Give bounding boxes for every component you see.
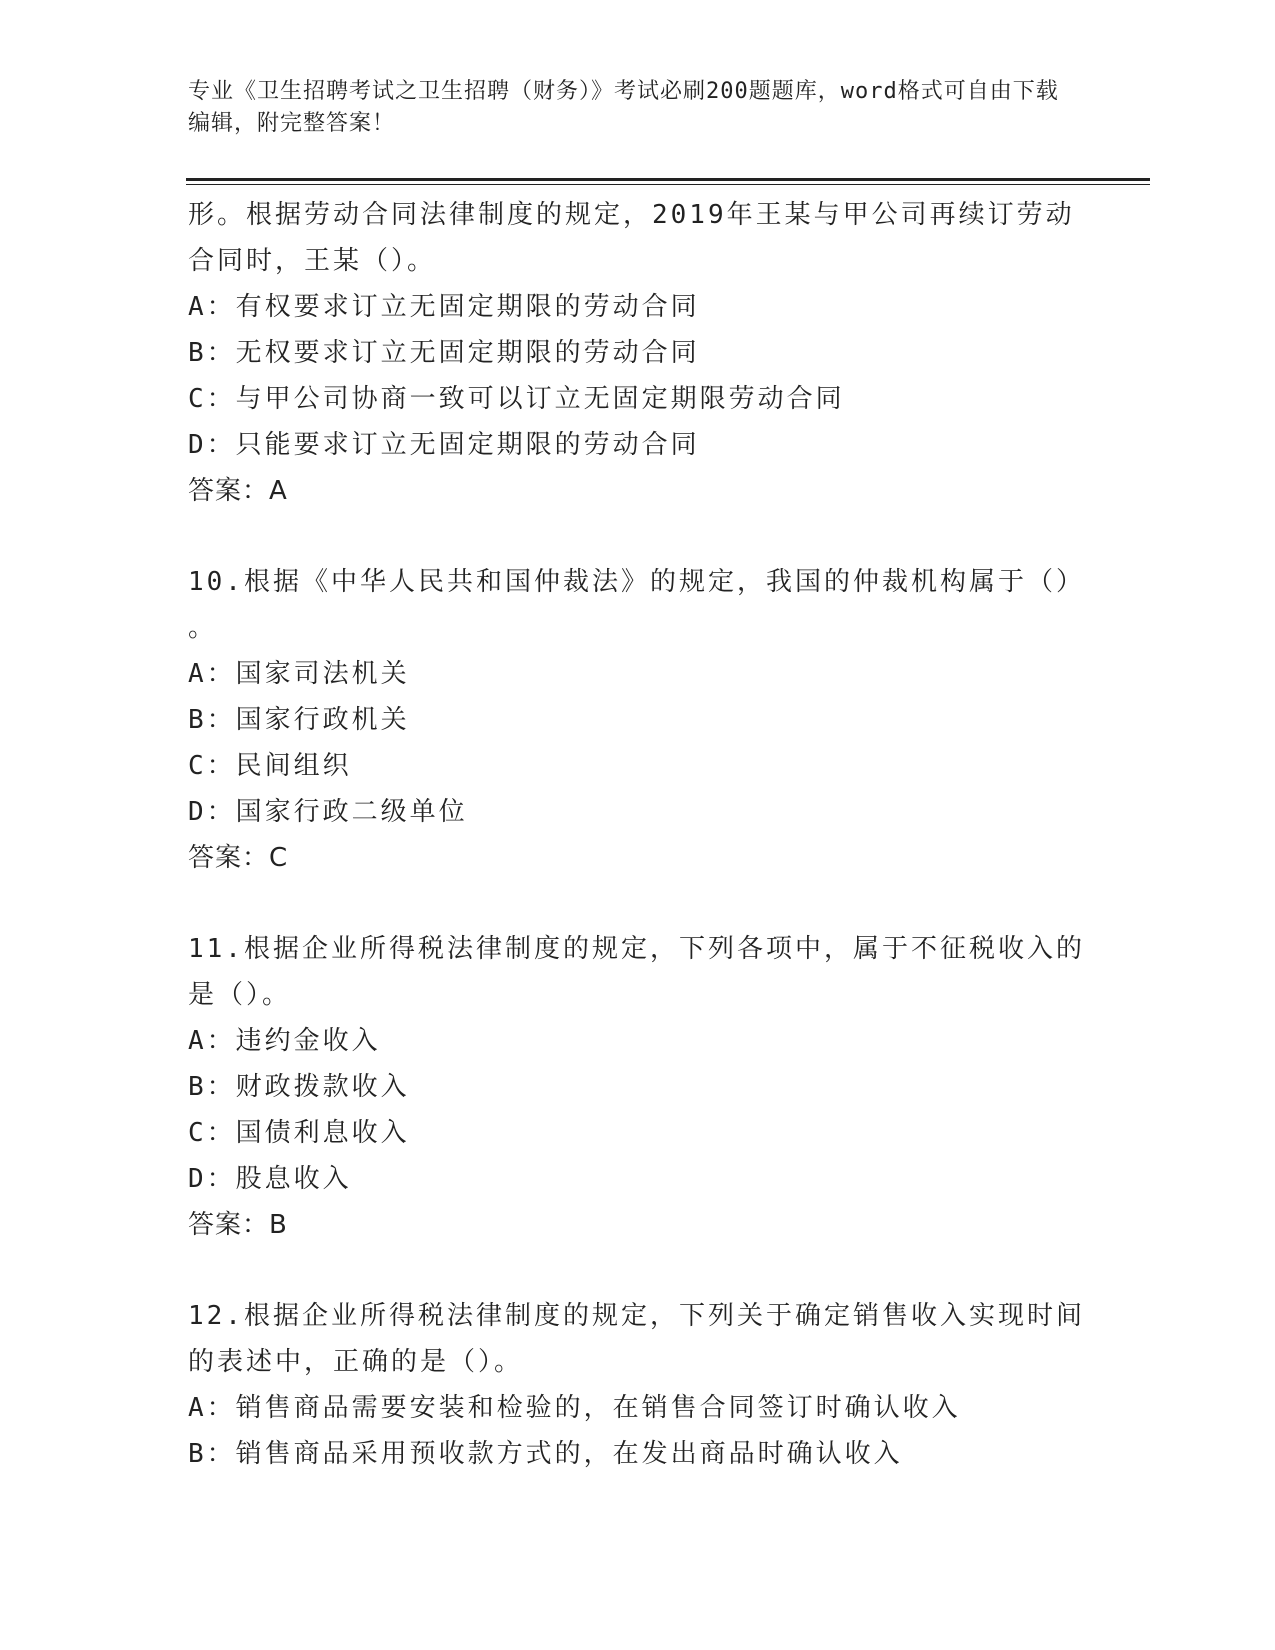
option-d: D：国家行政二级单位	[188, 797, 468, 827]
option-c: C：国债利息收入	[188, 1118, 410, 1148]
question-stem-line: 10.根据《中华人民共和国仲裁法》的规定，我国的仲裁机构属于（）	[188, 567, 1085, 597]
option-a: A：国家司法机关	[188, 659, 410, 689]
header-divider-thick	[186, 178, 1150, 181]
answer-line: 答案：C	[188, 843, 289, 873]
option-a: A：销售商品需要安装和检验的，在销售合同签订时确认收入	[188, 1393, 961, 1423]
option-c: C：与甲公司协商一致可以订立无固定期限劳动合同	[188, 384, 845, 414]
answer-line: 答案：B	[188, 1210, 288, 1240]
option-b: B：销售商品采用预收款方式的，在发出商品时确认收入	[188, 1439, 903, 1469]
option-d: D：股息收入	[188, 1164, 352, 1194]
question-stem-line: 合同时，王某（）。	[188, 246, 437, 276]
answer-line: 答案：A	[188, 476, 288, 506]
question-stem-line: 11.根据企业所得税法律制度的规定，下列各项中，属于不征税收入的	[188, 934, 1085, 964]
option-b: B：无权要求订立无固定期限的劳动合同	[188, 338, 700, 368]
document-header: 专业《卫生招聘考试之卫生招聘（财务）》考试必刷200题题库，word格式可自由下载编辑，附完整答案！	[188, 79, 1059, 136]
question-block	[188, 926, 1088, 1248]
question-block	[188, 1293, 1088, 1477]
question-stem-line: 12.根据企业所得税法律制度的规定，下列关于确定销售收入实现时间	[188, 1301, 1085, 1331]
option-a: A：有权要求订立无固定期限的劳动合同	[188, 292, 700, 322]
option-a: A：违约金收入	[188, 1026, 381, 1056]
question-stem-line: 形。根据劳动合同法律制度的规定，2019年王某与甲公司再续订劳动	[188, 200, 1075, 230]
header-divider-thin	[186, 184, 1150, 185]
option-d: D：只能要求订立无固定期限的劳动合同	[188, 430, 700, 460]
question-block	[188, 559, 1088, 881]
question-stem-line: 是（）。	[188, 980, 292, 1010]
question-block	[188, 192, 1088, 514]
question-stem-line: 。	[188, 613, 218, 643]
question-stem-line: 的表述中，正确的是（）。	[188, 1347, 524, 1377]
option-b: B：财政拨款收入	[188, 1072, 410, 1102]
question-list	[188, 192, 1088, 1477]
option-c: C：民间组织	[188, 751, 352, 781]
option-b: B：国家行政机关	[188, 705, 410, 735]
